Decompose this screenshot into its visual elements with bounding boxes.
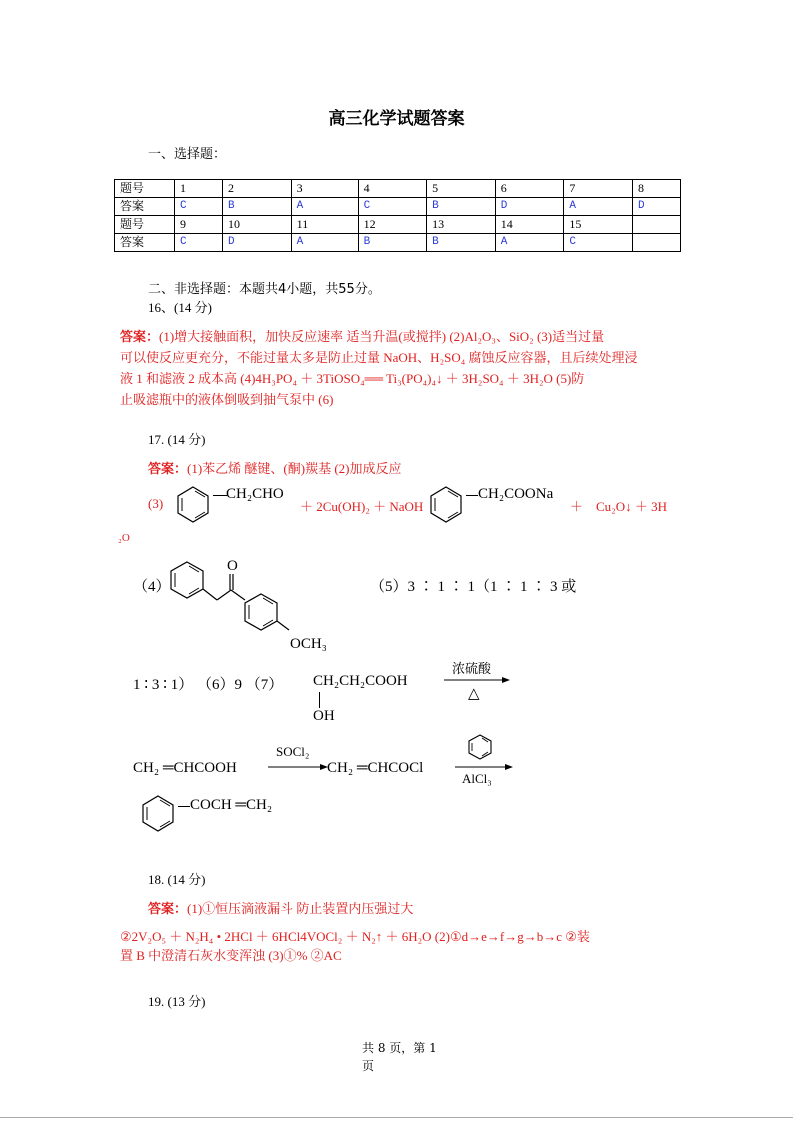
q17-p4-label: （4） bbox=[133, 579, 171, 595]
table-row bbox=[115, 234, 681, 252]
answer-cell: B bbox=[427, 198, 496, 216]
answer-cell: D bbox=[223, 234, 292, 252]
table-cell: 14 bbox=[495, 216, 564, 234]
table-cell: 2 bbox=[223, 180, 292, 198]
answer-cell: C bbox=[175, 234, 223, 252]
page-footer-line2: 页 bbox=[362, 1059, 375, 1073]
table-row bbox=[115, 180, 681, 198]
row-label: 答案 bbox=[115, 234, 175, 252]
answer-cell: B bbox=[427, 234, 496, 252]
answer-cell: C bbox=[175, 198, 223, 216]
q17-heading: 17. (14 分) bbox=[148, 432, 206, 447]
bond-line bbox=[466, 495, 478, 496]
bond-line bbox=[213, 495, 227, 496]
row-label: 题号 bbox=[115, 180, 175, 198]
q16-answer-line4: 止吸滤瓶中的液体倒吸到抽气泵中 (6) bbox=[120, 392, 334, 407]
condition-conc-h2so4: 浓硫酸 bbox=[452, 661, 492, 676]
products-text-cont: ₂O bbox=[118, 532, 130, 544]
methoxy-group: OCH₃ bbox=[290, 636, 327, 652]
answer-label: 答案： bbox=[148, 902, 188, 917]
answer-cell: C bbox=[358, 198, 427, 216]
bond-line bbox=[178, 806, 190, 807]
hydroxy-acid-formula: CH₂CH₂COOH bbox=[313, 673, 408, 689]
answer-cell: A bbox=[495, 234, 564, 252]
table-cell: 7 bbox=[564, 180, 633, 198]
arrow-icon bbox=[268, 763, 328, 771]
table-cell: 3 bbox=[291, 180, 358, 198]
q17-text: (1)苯乙烯 醚键、(酮)羰基 (2)加成反应 bbox=[187, 461, 402, 476]
reagents-text: ＋ 2Cu(OH)₂ ＋ NaOH bbox=[300, 499, 424, 514]
answer-cell: A bbox=[564, 198, 633, 216]
q17-answer-line1 bbox=[148, 458, 402, 477]
condition-alcl3: AlCl₃ bbox=[462, 771, 492, 786]
answer-cell bbox=[632, 234, 680, 252]
table-cell: 13 bbox=[427, 216, 496, 234]
q16-answer-line3: 液 1 和滤液 2 成本高 (4)4H₃PO₄ ＋ 3TiOSO₄══ Ti₃(PO₄)₄↓ ＋ 3H₂SO₄ ＋ 3H₂O (5)防 bbox=[120, 371, 585, 386]
q18-answer-line1 bbox=[148, 898, 413, 917]
answer-label: 答案： bbox=[148, 462, 188, 477]
table-cell: 6 bbox=[495, 180, 564, 198]
product-vinyl-ketone-formula: COCH ═CH₂ bbox=[190, 797, 273, 813]
ch2cho-formula: CH₂CHO bbox=[226, 486, 284, 502]
answer-cell: A bbox=[291, 234, 358, 252]
q16-heading: 16、(14 分) bbox=[148, 300, 212, 315]
q16-answer-line1 bbox=[120, 326, 604, 345]
table-cell: 10 bbox=[223, 216, 292, 234]
table-cell: 5 bbox=[427, 180, 496, 198]
table-cell: 4 bbox=[358, 180, 427, 198]
benzene-ring-icon bbox=[426, 484, 466, 524]
section-heading-nonchoice: 二、非选择题：本题共4小题，共55分。 bbox=[148, 282, 381, 297]
answer-label: 答案： bbox=[120, 330, 160, 345]
table-cell: 11 bbox=[291, 216, 358, 234]
table-cell bbox=[632, 216, 680, 234]
q17-p6-text: 1 ∶ 3 ∶ 1） （6）9 （7） bbox=[133, 677, 284, 693]
hydroxy-group: OH bbox=[313, 708, 335, 724]
acrylic-acid-formula: CH₂ ═CHCOOH bbox=[133, 760, 237, 776]
q18-text: (1)①恒压滴液漏斗 防止装置内压强过大 bbox=[187, 901, 414, 916]
answer-cell: D bbox=[632, 198, 680, 216]
table-row bbox=[115, 216, 681, 234]
q16-answer-line2: 可以使反应更充分，不能过量太多是防止过量 NaOH、H₂SO₄ 腐蚀反应容器，且后续处理浸 bbox=[120, 350, 638, 365]
table-cell: 15 bbox=[564, 216, 633, 234]
arrow-icon bbox=[444, 676, 510, 684]
table-cell: 8 bbox=[632, 180, 680, 198]
benzene-ring-icon bbox=[173, 484, 213, 524]
q19-heading: 19. (13 分) bbox=[148, 994, 206, 1009]
condition-socl2: SOCl₂ bbox=[276, 744, 310, 759]
table-cell: 12 bbox=[358, 216, 427, 234]
answer-cell: B bbox=[223, 198, 292, 216]
answer-cell: C bbox=[564, 234, 633, 252]
plus-sign: ＋ bbox=[570, 499, 584, 514]
q17-p5-text: （5）3 ∶ 1 ∶ 1（1 ∶ 1 ∶ 3 或 bbox=[370, 579, 577, 595]
carbonyl-oxygen: O bbox=[227, 558, 238, 574]
products-text: Cu₂O↓ ＋ 3H bbox=[596, 499, 667, 514]
row-label: 题号 bbox=[115, 216, 175, 234]
condition-heat: △ bbox=[468, 686, 480, 702]
benzene-ring-icon bbox=[138, 793, 178, 833]
answer-cell: A bbox=[291, 198, 358, 216]
row-label: 答案 bbox=[115, 198, 175, 216]
table-row bbox=[115, 198, 681, 216]
page-footer-line1: 共 8 页，第 1 bbox=[362, 1041, 437, 1055]
answer-cell: B bbox=[358, 234, 427, 252]
bond-line bbox=[319, 692, 320, 708]
q18-heading: 18. (14 分) bbox=[148, 872, 206, 887]
q16-text: (1)增大接触面积，加快反应速率 适当升温(或搅拌) (2)Al₂O₃、SiO₂ (3)适当过量 bbox=[159, 329, 605, 344]
answer-table bbox=[114, 179, 681, 252]
page-title: 高三化学试题答案 bbox=[328, 109, 465, 129]
q17-p3-label: (3) bbox=[148, 496, 164, 511]
table-cell: 1 bbox=[175, 180, 223, 198]
acryloyl-chloride-formula: CH₂ ═CHCOCl bbox=[327, 760, 424, 776]
ch2coona-formula: CH₂COONa bbox=[478, 486, 554, 502]
page-bottom-rule bbox=[0, 1117, 793, 1118]
answer-cell: D bbox=[495, 198, 564, 216]
benzene-ring-icon bbox=[466, 733, 494, 761]
arrow-icon bbox=[455, 763, 513, 771]
q18-answer-line2: ②2V₂O₅ ＋ N₂H₄ • 2HCl ＋ 6HCl4VOCl₂ ＋ N₂↑ ＋ 6H₂O (2)①d→e→f→g→b→c ②装 bbox=[120, 929, 590, 944]
table-cell: 9 bbox=[175, 216, 223, 234]
section-heading-choice: 一、选择题： bbox=[148, 147, 227, 162]
q18-answer-line3: 置 B 中澄清石灰水变浑浊 (3)①% ②AC bbox=[120, 948, 342, 963]
